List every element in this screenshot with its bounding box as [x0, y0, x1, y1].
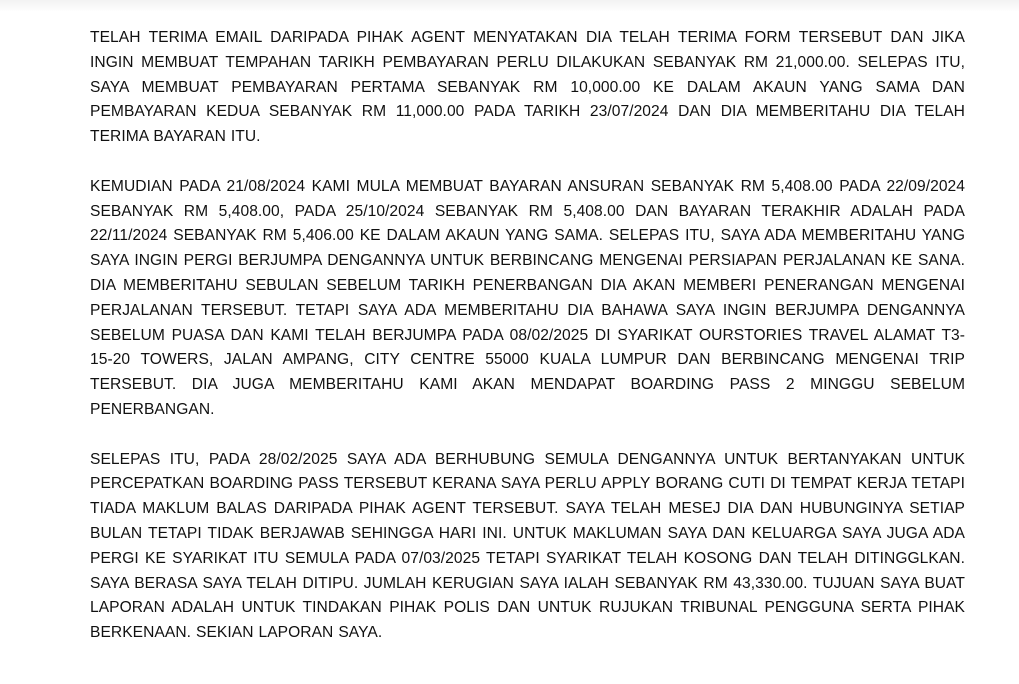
paragraph-payment-confirmation: TELAH TERIMA EMAIL DARIPADA PIHAK AGENT MENYATAKAN DIA TELAH TERIMA FORM TERSEBUT DAN JIKA INGIN MEMBUAT TEMPAHAN TARIKH PEMBAYARAN PERLU DILAKUKAN SEBANYAK RM 21,000.00. SELEPAS ITU, SAYA MEMBUAT PEMBAYARAN PERTAMA SEBANYAK RM 10,000.00 KE DALAM AKAUN YANG SAMA DAN PEMBAYARAN KEDUA SEBANYAK RM 11,000.00 PADA TARIKH 23/07/2024 DAN DIA MEMBERITAHU DIA TELAH TERIMA BAYARAN ITU. [90, 29, 965, 146]
scan-edge-shadow [0, 0, 1019, 12]
paragraph-installments-meeting: KEMUDIAN PADA 21/08/2024 KAMI MULA MEMBUAT BAYARAN ANSURAN SEBANYAK RM 5,408.00 PADA 22/09/2024 SEBANYAK RM 5,408.00, PADA 25/10/2024 SEBANYAK RM 5,408.00 DAN BAYARAN TERAKHIR ADALAH PADA 22/11/2024 SEBANYAK RM 5,406.00 KE DALAM AKAUN YANG SAMA. SELEPAS ITU, SAYA ADA MEMBERITAHU YANG SAYA INGIN PERGI BERJUMPA DENGANNYA UNTUK BERBINCANG MENGENAI PERSIAPAN PERJALANAN KE SANA. DIA MEMBERITAHU SEBULAN SEBELUM TARIKH PENERBANGAN DIA AKAN MEMBERI PENERANGAN MENGENAI PERJALANAN TERSEBUT. TETAPI SAYA ADA MEMBERITAHU DIA BAHAWA SAYA INGIN BERJUMPA DENGANNYA SEBELUM PUASA DAN KAMI TELAH BERJUMPA PADA 08/02/2025 DI SYARIKAT OURSTORIES TRAVEL ALAMAT T3-15-20 TOWERS, JALAN AMPANG, CITY CENTRE 55000 KUALA LUMPUR DAN BERBINCANG MENGENAI TRIP TERSEBUT. DIA JUGA MEMBERITAHU KAMI AKAN MENDAPAT BOARDING PASS 2 MINGGU SEBELUM PENERBANGAN. [90, 177, 965, 418]
report-body [90, 26, 965, 646]
paragraph-no-response-report: SELEPAS ITU, PADA 28/02/2025 SAYA ADA BERHUBUNG SEMULA DENGANNYA UNTUK BERTANYAKAN UNTUK PERCEPATKAN BOARDING PASS TERSEBUT KERANA SAYA PERLU APPLY BORANG CUTI DI TEMPAT KERJA TETAPI TIADA MAKLUM BALAS DARIPADA PIHAK AGENT TERSEBUT. SAYA TELAH MESEJ DIA DAN HUBUNGINYA SETIAP BULAN TETAPI TIDAK BERJAWAB SEHINGGA HARI INI. UNTUK MAKLUMAN SAYA DAN KELUARGA SAYA JUGA ADA PERGI KE SYARIKAT ITU SEMULA PADA 07/03/2025 TETAPI SYARIKAT TELAH KOSONG DAN TELAH DITINGGLKAN. SAYA BERASA SAYA TELAH DITIPU. JUMLAH KERUGIAN SAYA IALAH SEBANYAK RM 43,330.00. TUJUAN SAYA BUAT LAPORAN ADALAH UNTUK TINDAKAN PIHAK POLIS DAN UNTUK RUJUKAN TRIBUNAL PENGGUNA SERTA PIHAK BERKENAAN. SEKIAN LAPORAN SAYA. [90, 450, 965, 642]
